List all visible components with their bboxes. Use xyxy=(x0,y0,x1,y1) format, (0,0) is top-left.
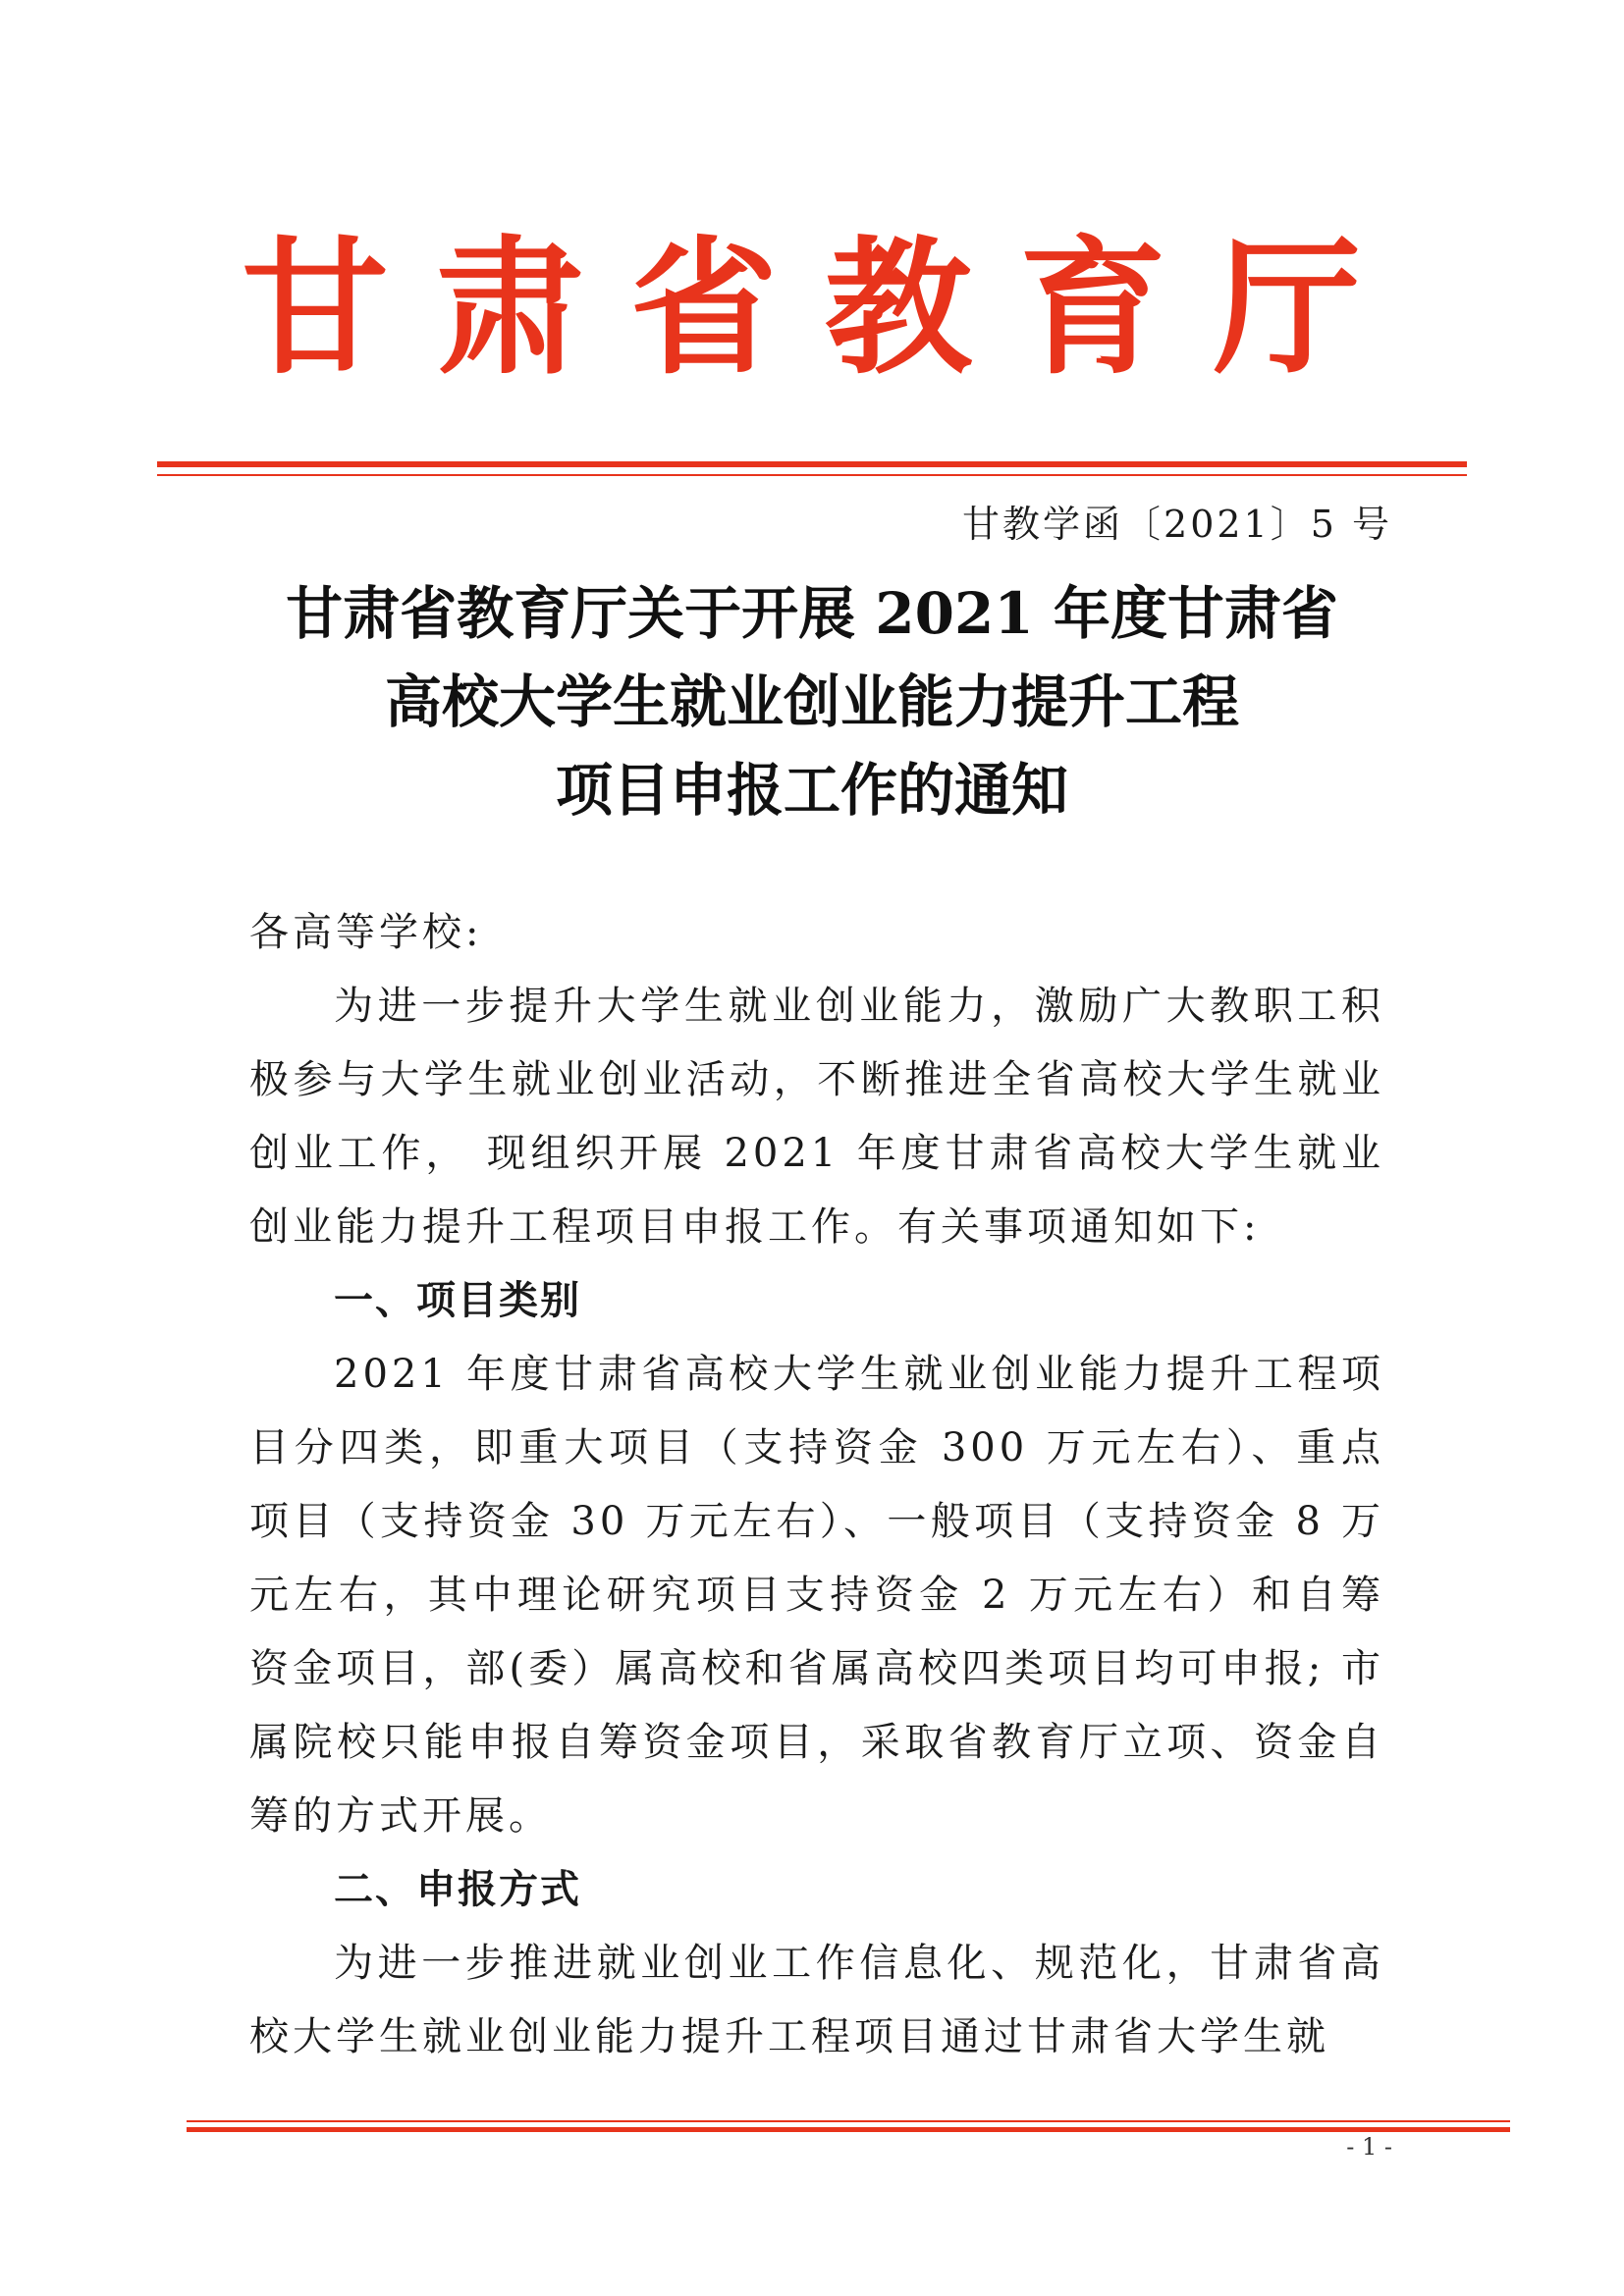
page-number: - 1 - xyxy=(1346,2133,1392,2161)
title-line-1: 甘肃省教育厅关于开展 2021 年度甘肃省 xyxy=(286,580,1338,647)
title-line-3: 项目申报工作的通知 xyxy=(555,757,1068,824)
section-paragraph-2: 为进一步推进就业创业工作信息化、规范化，甘肃省高校大学生就业创业能力提升工程项目通过甘肃省大学生就 xyxy=(249,1941,1384,2059)
section-paragraph-1: 2021 年度甘肃省高校大学生就业创业能力提升工程项目分四类，即重大项目（支持资金 300 万元左右）、重点项目（支持资金 30 万元左右）、一般项目（支持资金 8 万元左右，其中理论研究项目支持资金 2 万元左右）和自筹资金项目，部(委）属高校和省属高校四类项目均可申报; 市属院校只能申报自筹资金项目，采取省教育厅立项、资金自筹的方式开展。 xyxy=(249,1352,1384,1839)
document-title xyxy=(157,569,1467,834)
section-heading-1: 一、项目类别 xyxy=(334,1278,581,1323)
intro-paragraph: 为进一步提升大学生就业创业能力，激励广大教职工积极参与大学生就业创业活动，不断推进全省高校大学生就业创业工作， 现组织开展 2021 年度甘肃省高校大学生就业创业能力提升工程项目申报工作。有关事项通知如下: xyxy=(249,984,1384,1250)
letterhead-rule-thick xyxy=(157,461,1467,467)
footer-rule-thick xyxy=(187,2127,1510,2132)
title-line-2: 高校大学生就业创业能力提升工程 xyxy=(384,668,1239,735)
salutation: 各高等学校: xyxy=(249,910,483,955)
letterhead-title: 甘肃省教育厅 xyxy=(241,224,1408,395)
document-number: 甘教学函〔2021〕5 号 xyxy=(962,503,1392,546)
letterhead-rule-thin xyxy=(157,474,1467,476)
section-heading-2: 二、申报方式 xyxy=(334,1867,581,1912)
footer-rule-thin xyxy=(187,2120,1510,2122)
